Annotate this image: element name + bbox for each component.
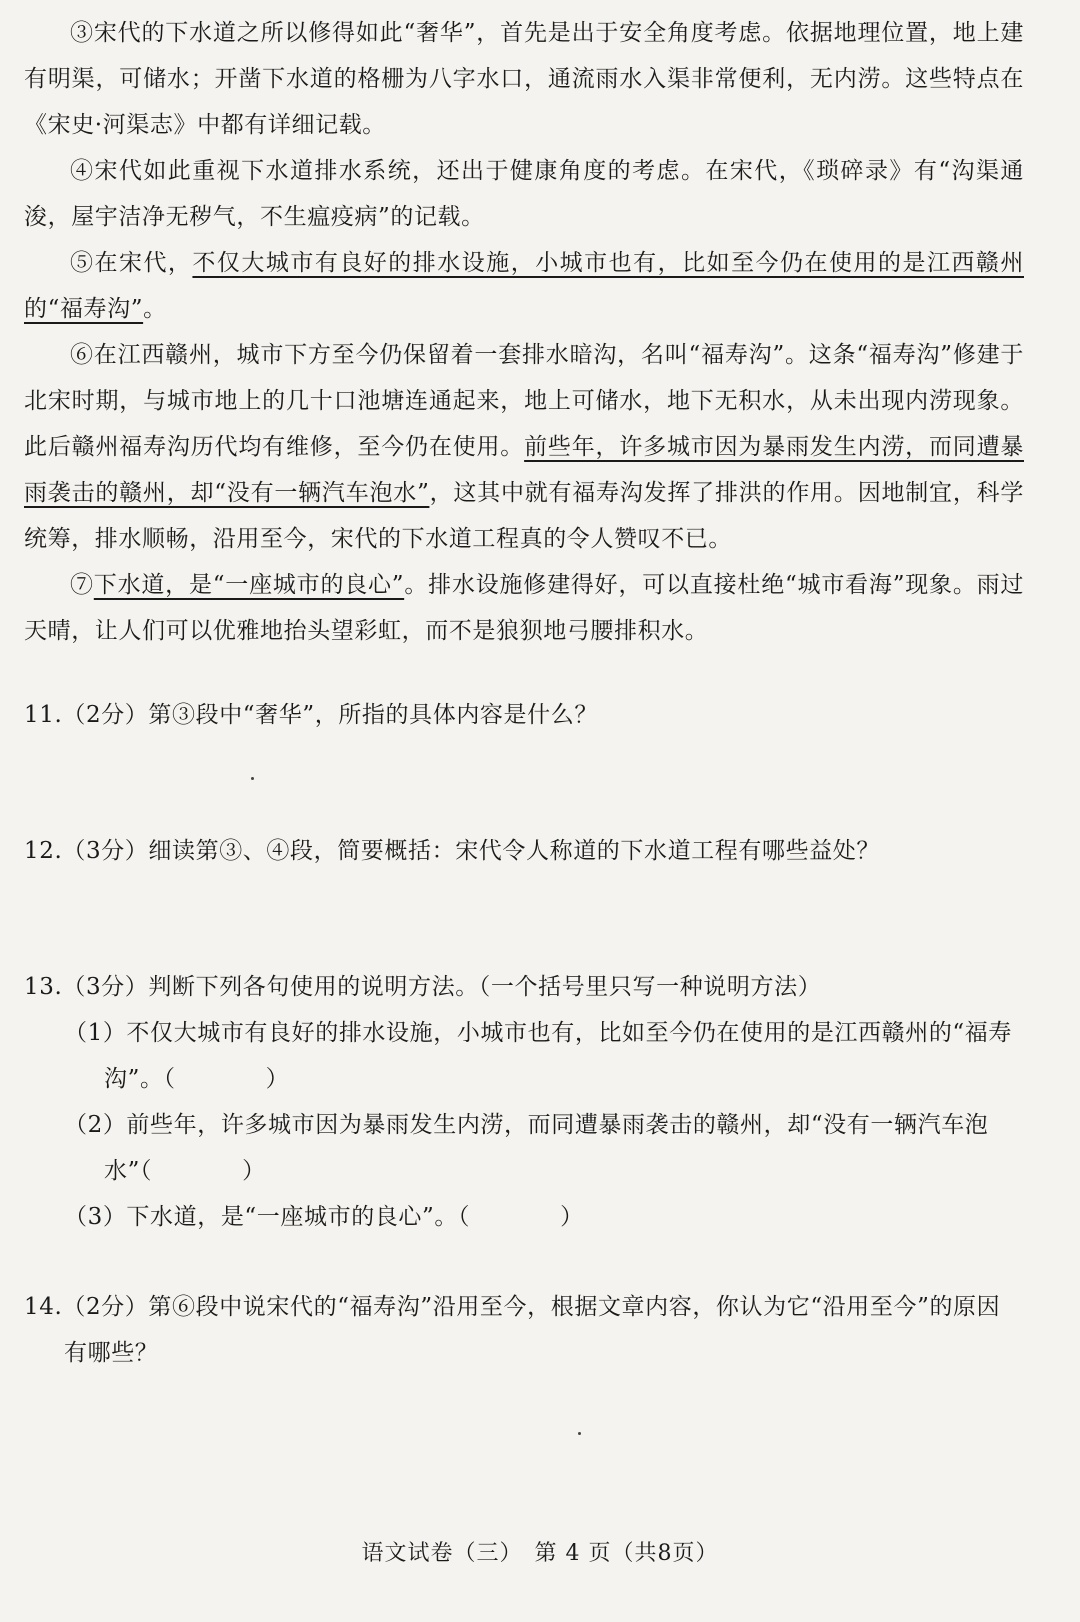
paragraph-5 bbox=[24, 240, 1024, 332]
question-11 bbox=[24, 692, 1024, 738]
question-12 bbox=[24, 828, 1024, 874]
question-12-text: 12.（3分）细读第③、④段，简要概括：宋代令人称道的下水道工程有哪些益处？ bbox=[24, 838, 881, 864]
question-13-item-3-close: ） bbox=[560, 1204, 584, 1230]
question-13 bbox=[24, 964, 1024, 1240]
paragraph-7-underlined: 下水道，是“一座城市的良心” bbox=[93, 572, 405, 598]
paragraph-5-underlined: 不仅大城市有良好的排水设施，小城市也有，比如至今仍在使用的是江西赣州的“福寿沟” bbox=[24, 250, 1024, 322]
paragraph-7 bbox=[24, 562, 1024, 654]
question-13-item-3-line1: （3）下水道，是“一座城市的良心”。（ bbox=[64, 1204, 471, 1230]
paragraph-5-lead: ⑤在宋代， bbox=[70, 250, 193, 276]
paragraph-4: ④宋代如此重视下水道排水系统，还出于健康角度的考虑。在宋代，《琐碎录》有“沟渠通浚，屋宇洁净无秽气，不生瘟疫病”的记载。 bbox=[24, 158, 1024, 230]
question-14 bbox=[24, 1284, 1024, 1376]
paragraph-3: ③宋代的下水道之所以修得如此“奢华”，首先是出于安全角度考虑。依据地理位置，地上建有明渠，可储水；开凿下水道的格栅为八字水口，通流雨水入渠非常便利，无内涝。这些特点在《宋史·河渠志》中都有详细记载。 bbox=[24, 20, 1024, 138]
paragraph-6-lead: ⑥在江西赣州，城市下方至今仍保留着一套排水暗沟，名叫“福寿沟”。这条“福寿沟”修建于北宋时期，与城市地上的几十口池塘连通起来，地上可储水，地下无积水，从未出现内涝现象。此后赣州福寿沟历代均有维修，至今仍在使用。 bbox=[24, 342, 1024, 460]
speck-mark bbox=[251, 777, 254, 780]
question-13-item-1-line1: （1）不仅大城市有良好的排水设施，小城市也有，比如至今仍在使用的是江西赣州的“福寿 bbox=[64, 1020, 1012, 1046]
question-13-stem: 13.（3分）判断下列各句使用的说明方法。（一个括号里只写一种说明方法） bbox=[24, 974, 822, 1000]
question-13-item-2-line1: （2）前些年，许多城市因为暴雨发生内涝，而同遭暴雨袭击的赣州，却“没有一辆汽车泡 bbox=[64, 1112, 989, 1138]
paragraph-7-lead: ⑦ bbox=[70, 572, 94, 598]
question-11-text: 11.（2分）第③段中“奢华”，所指的具体内容是什么？ bbox=[24, 702, 598, 728]
question-13-item-1 bbox=[24, 1010, 1024, 1102]
paragraph-6 bbox=[24, 332, 1024, 562]
paragraph-5-tail: 。 bbox=[143, 296, 167, 322]
paragraph-6-underlined: 前些年，许多城市因为暴雨发生内涝，而同遭暴雨袭击的赣州，却“没有一辆汽车泡水” bbox=[24, 434, 1024, 506]
question-14-line2: 有哪些？ bbox=[64, 1340, 159, 1366]
paragraph-6-tail: ，这其中就有福寿沟发挥了排洪的作用。因地制宜，科学统筹，排水顺畅，沿用至今，宋代的下水道工程真的令人赞叹不已。 bbox=[24, 480, 1024, 552]
question-13-item-2-close: ） bbox=[242, 1158, 266, 1184]
speck-mark bbox=[578, 1432, 581, 1435]
question-13-item-2-line2: 水”（ bbox=[104, 1158, 153, 1184]
question-13-item-1-close: ） bbox=[265, 1066, 290, 1092]
question-13-item-2 bbox=[24, 1102, 1024, 1194]
passage bbox=[24, 10, 1024, 654]
paragraph-7-tail: 。排水设施修建得好，可以直接杜绝“城市看海”现象。雨过天晴，让人们可以优雅地抬头望彩虹，而不是狼狈地弓腰排积水。 bbox=[24, 572, 1024, 644]
page-footer: 语文试卷（三） 第 4 页（共8页） bbox=[361, 1541, 719, 1566]
question-14-line1: 14.（2分）第⑥段中说宋代的“福寿沟”沿用至今，根据文章内容，你认为它“沿用至今”的原因 bbox=[24, 1294, 1001, 1320]
question-13-item-1-line2: 沟”。（ bbox=[104, 1066, 176, 1092]
question-13-item-3 bbox=[24, 1194, 1024, 1240]
